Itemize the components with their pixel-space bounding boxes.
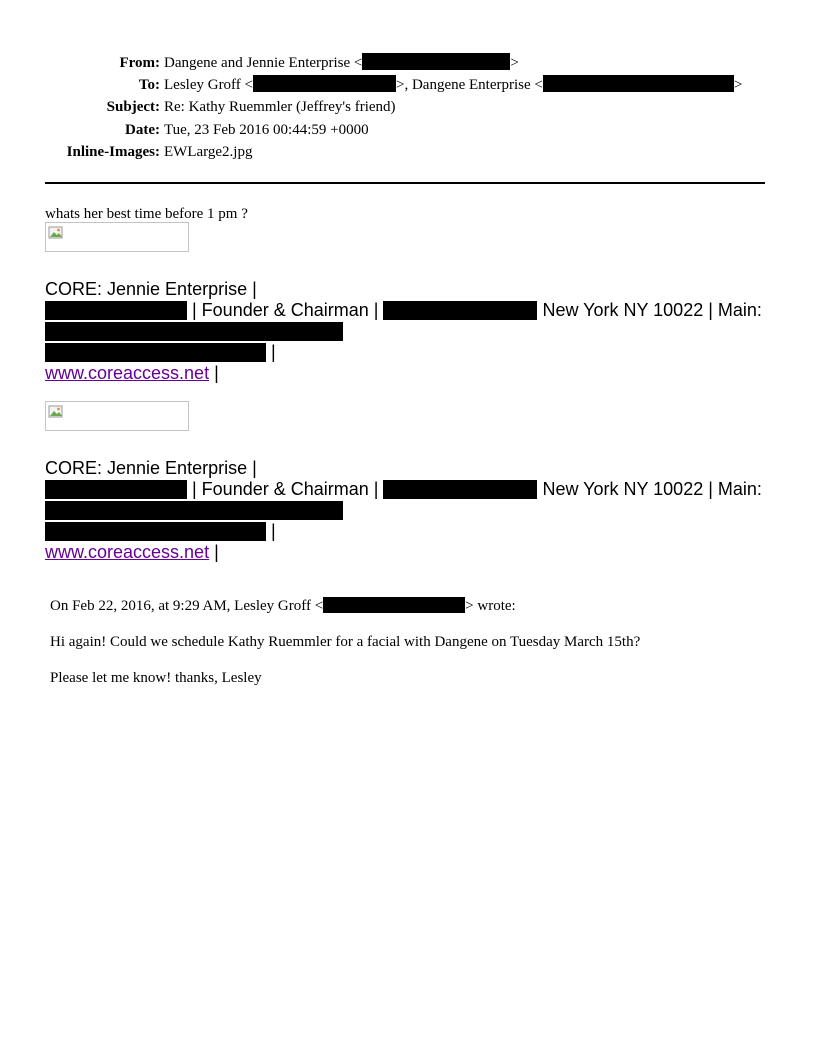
- signature-title: | Founder & Chairman |: [187, 479, 384, 499]
- redaction-box: [45, 522, 266, 541]
- quote-intro-after: > wrote:: [465, 598, 516, 614]
- to-close: >: [733, 77, 743, 94]
- quote-intro-before: On Feb 22, 2016, at 9:29 AM, Lesley Groff <: [50, 598, 324, 614]
- signature-details-line: [45, 479, 770, 500]
- inline-images-value: EWLarge2.jpg: [164, 143, 253, 160]
- signature-location: New York NY 10022 | Main:: [537, 300, 762, 320]
- to-value-2: >, Dangene Enterprise <: [396, 77, 543, 94]
- signature-block: [45, 458, 770, 563]
- signature-redacted-line: [45, 500, 770, 521]
- redaction-box: [45, 480, 187, 499]
- broken-image: [45, 222, 189, 252]
- message-text: whats her best time before 1 pm ?: [45, 206, 248, 222]
- redaction-box: [253, 75, 396, 92]
- signature-details-line: [45, 300, 770, 321]
- redaction-box: [45, 301, 187, 320]
- redaction-box: [323, 597, 465, 613]
- signature-block: [45, 279, 770, 384]
- broken-image-icon: [48, 225, 64, 241]
- signature-redacted-line: [45, 321, 770, 342]
- subject-label: Subject:: [106, 99, 160, 116]
- link-suffix: |: [209, 542, 219, 562]
- subject-value: Re: Kathy Ruemmler (Jeffrey's friend): [164, 99, 396, 116]
- inline-images-label: Inline-Images:: [66, 143, 160, 160]
- signature-link-line: [45, 363, 770, 384]
- from-value: Dangene and Jennie Enterprise <: [164, 55, 363, 71]
- to-value-1: Lesley Groff <: [164, 77, 253, 94]
- redaction-box: [543, 75, 734, 92]
- date-value: Tue, 23 Feb 2016 00:44:59 +0000: [164, 121, 369, 138]
- from-close: >: [510, 55, 519, 71]
- subject-row: [0, 96, 816, 118]
- redaction-box: [383, 480, 537, 499]
- to-row: [0, 74, 816, 96]
- quote-intro: [50, 596, 640, 616]
- redaction-box: [45, 322, 343, 341]
- website-link[interactable]: www.coreaccess.net: [45, 542, 210, 562]
- to-label: To:: [138, 77, 160, 94]
- quote-line-1: Hi again! Could we schedule Kathy Ruemmler for a facial with Dangene on Tuesday March 15th?: [50, 634, 641, 650]
- signature-company: CORE: Jennie Enterprise |: [45, 458, 257, 478]
- signature-location: New York NY 10022 | Main:: [537, 479, 762, 499]
- signature-pipe: |: [266, 342, 276, 362]
- date-label: Date:: [125, 121, 160, 138]
- quoted-message: [50, 596, 640, 704]
- inline-images-row: [0, 141, 816, 163]
- signature-phone-line: [45, 521, 770, 542]
- header-divider: [45, 182, 765, 184]
- email-header: [0, 52, 816, 163]
- redaction-box: [383, 301, 537, 320]
- signature-pipe: |: [266, 521, 276, 541]
- redaction-box: [45, 343, 266, 362]
- signature-title: | Founder & Chairman |: [187, 300, 384, 320]
- link-suffix: |: [209, 363, 219, 383]
- signature-company: CORE: Jennie Enterprise |: [45, 279, 257, 299]
- broken-image-icon: [48, 404, 64, 420]
- redaction-box: [362, 53, 510, 70]
- date-row: [0, 119, 816, 141]
- redaction-box: [45, 501, 343, 520]
- quote-line-2: Please let me know! thanks, Lesley: [50, 670, 262, 686]
- from-label: From:: [119, 55, 160, 71]
- signature-link-line: [45, 542, 770, 563]
- signature-phone-line: [45, 342, 770, 363]
- from-row: [0, 52, 816, 74]
- website-link[interactable]: www.coreaccess.net: [45, 363, 210, 383]
- broken-image: [45, 401, 189, 431]
